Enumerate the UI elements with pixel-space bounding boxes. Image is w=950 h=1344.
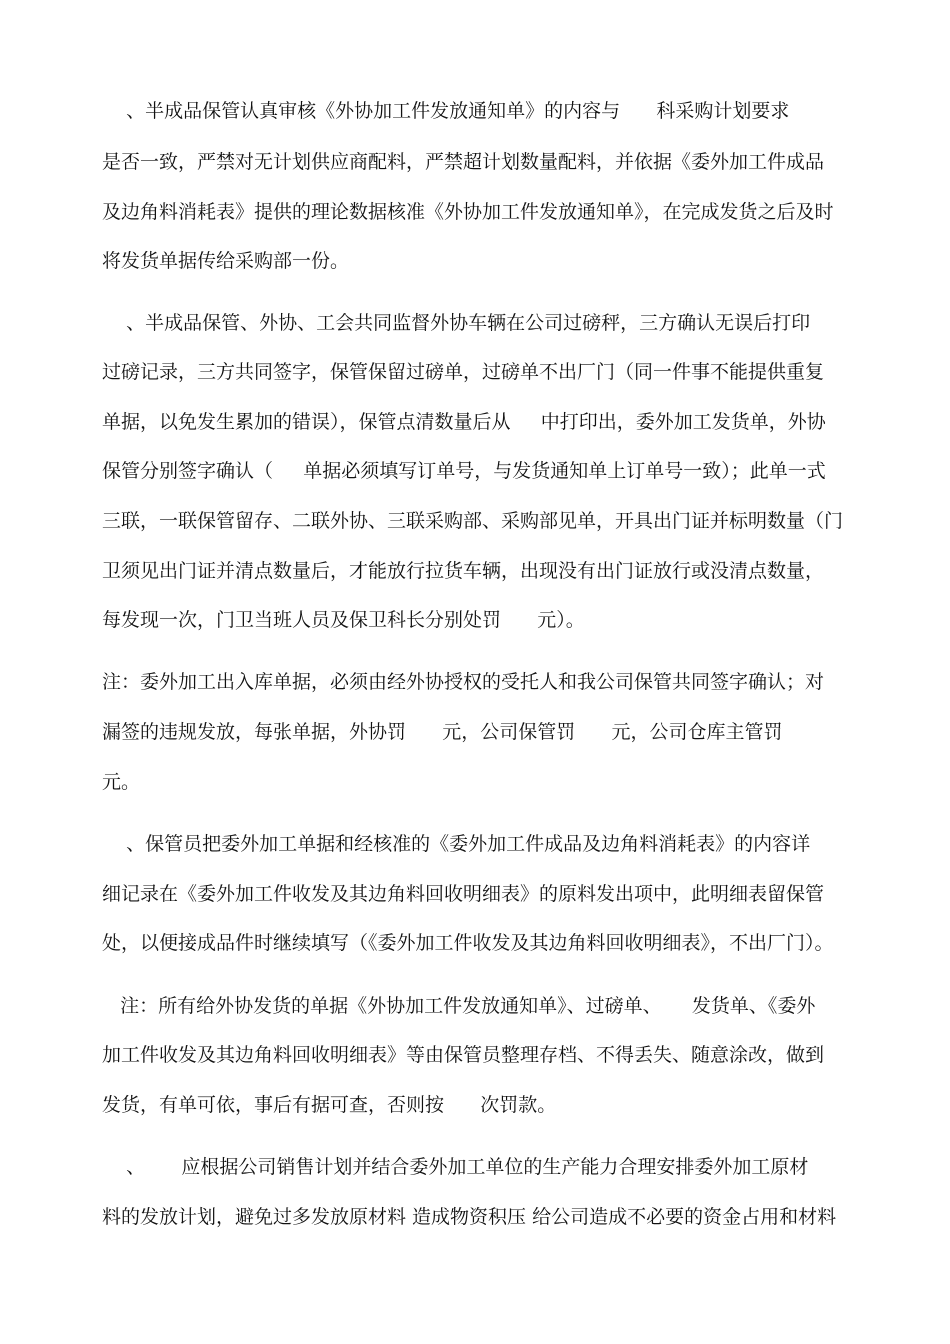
text-line: 三联，一联保管留存、二联外协、三联采购部、采购部见单，开具出门证并标明数量（门 [102, 510, 844, 532]
text-line: 注：委外加工出入库单据，必须由经外协授权的受托人和我公司保管共同签字确认；对 [102, 671, 825, 693]
text-line: 处，以便接成品件时继续填写（《委外加工件收发及其边角料回收明细表》，不出厂门）。 [102, 932, 834, 954]
text-line: 细记录在《委外加工件收发及其边角料回收明细表》的原料发出项中，此明细表留保管 [102, 883, 825, 905]
text-line: 保管分别签字确认（ 单据必须填写订单号，与发货通知单上订单号一致）；此单一式 [102, 460, 826, 482]
text-line: 过磅记录，三方共同签字，保管保留过磅单，过磅单不出厂门（同一件事不能提供重复 [102, 361, 825, 383]
text-line: 卫须见出门证并清点数量后，才能放行拉货车辆，出现没有出门证放行或没清点数量， [102, 560, 825, 582]
text-line: 、 应根据公司销售计划并结合委外加工单位的生产能力合理安排委外加工原材 [102, 1156, 809, 1178]
text-line: 注：所有给外协发货的单据《外协加工件发放通知单》、过磅单、 发货单、《委外 [102, 995, 816, 1017]
text-line: 每发现一次，门卫当班人员及保卫科长分别处罚 元）。 [102, 609, 585, 631]
text-line: 发货，有单可依，事后有据可查，否则按 次罚款。 [102, 1094, 557, 1116]
text-line: 是否一致，严禁对无计划供应商配料，严禁超计划数量配料，并依据《委外加工件成品 [102, 151, 825, 173]
text-line: 单据，以免发生累加的错误），保管点清数量后从 中打印出，委外加工发货单，外协 [102, 411, 826, 433]
text-line: 、半成品保管认真审核《外协加工件发放通知单》的内容与 科采购计划要求 [102, 100, 790, 122]
text-line: 漏签的违规发放，每张单据，外协罚 元，公司保管罚 元，公司仓库主管罚 [102, 721, 783, 743]
text-line: 将发货单据传给采购部一份。 [102, 250, 350, 272]
text-line: 加工件收发及其边角料回收明细表》等由保管员整理存档、不得丢失、随意涂改，做到 [102, 1044, 825, 1066]
text-line: 料的发放计划，避免过多发放原材料 造成物资积压 给公司造成不必要的资金占用和材料 [102, 1206, 837, 1228]
text-line: 、保管员把委外加工单据和经核准的《委外加工件成品及边角料消耗表》的内容详 [102, 833, 811, 855]
text-line: 、半成品保管、外协、工会共同监督外协车辆在公司过磅秤，三方确认无误后打印 [102, 312, 811, 334]
text-line: 元。 [102, 771, 141, 793]
text-line: 及边角料消耗表》提供的理论数据核准《外协加工件发放通知单》，在完成发货之后及时 [102, 201, 834, 223]
